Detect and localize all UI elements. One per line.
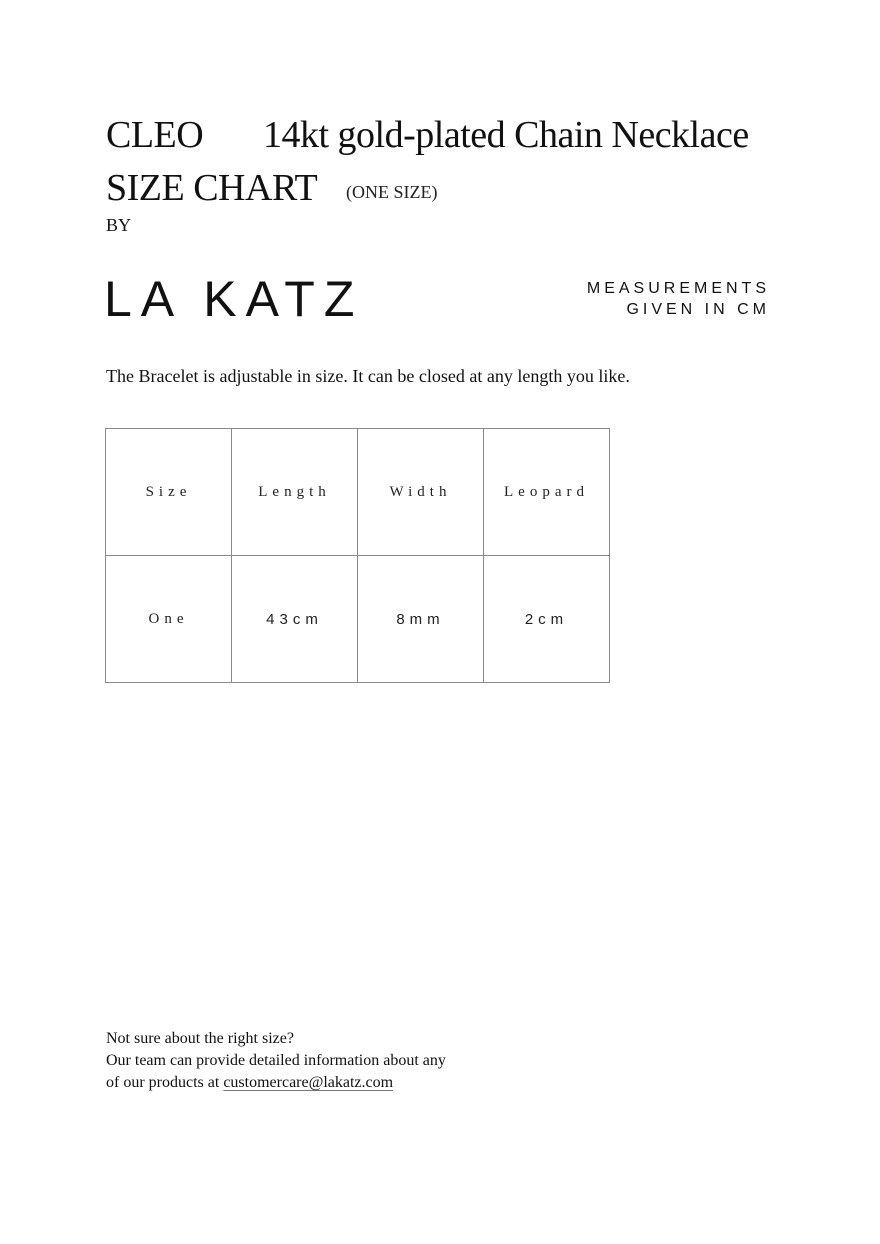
table-header-cell: Size (106, 429, 232, 556)
table-header-row (106, 429, 610, 556)
footer-contact-prefix: of our products at (106, 1074, 224, 1091)
product-description: 14kt gold-plated Chain Necklace (263, 114, 749, 156)
adjustable-note: The Bracelet is adjustable in size. It can be closed at any length you like. (106, 366, 630, 386)
table-header-cell: Width (358, 429, 484, 556)
size-table (105, 428, 610, 683)
table-row (106, 556, 610, 683)
table-cell-leopard: 2cm (484, 556, 610, 683)
measurements-note-line-2: GIVEN IN CM (626, 301, 770, 318)
size-chart-title: SIZE CHART (106, 167, 318, 209)
one-size-note: (ONE SIZE) (346, 182, 438, 202)
table-header-cell: Length (232, 429, 358, 556)
footer-contact (106, 1075, 393, 1091)
by-label: BY (106, 215, 132, 235)
product-name: CLEO (106, 114, 204, 156)
footer-info: Our team can provide detailed information about any (106, 1052, 446, 1069)
footer-question: Not sure about the right size? (106, 1030, 294, 1047)
email-link[interactable]: customercare@lakatz.com (223, 1074, 394, 1091)
table-header-cell: Leopard (484, 429, 610, 556)
table-cell-length: 43cm (232, 556, 358, 683)
table-cell-width: 8mm (358, 556, 484, 683)
brand-logo: LA KATZ (104, 271, 364, 327)
table-cell-size: One (106, 556, 232, 683)
measurements-note-line-1: MEASUREMENTS (586, 280, 770, 297)
